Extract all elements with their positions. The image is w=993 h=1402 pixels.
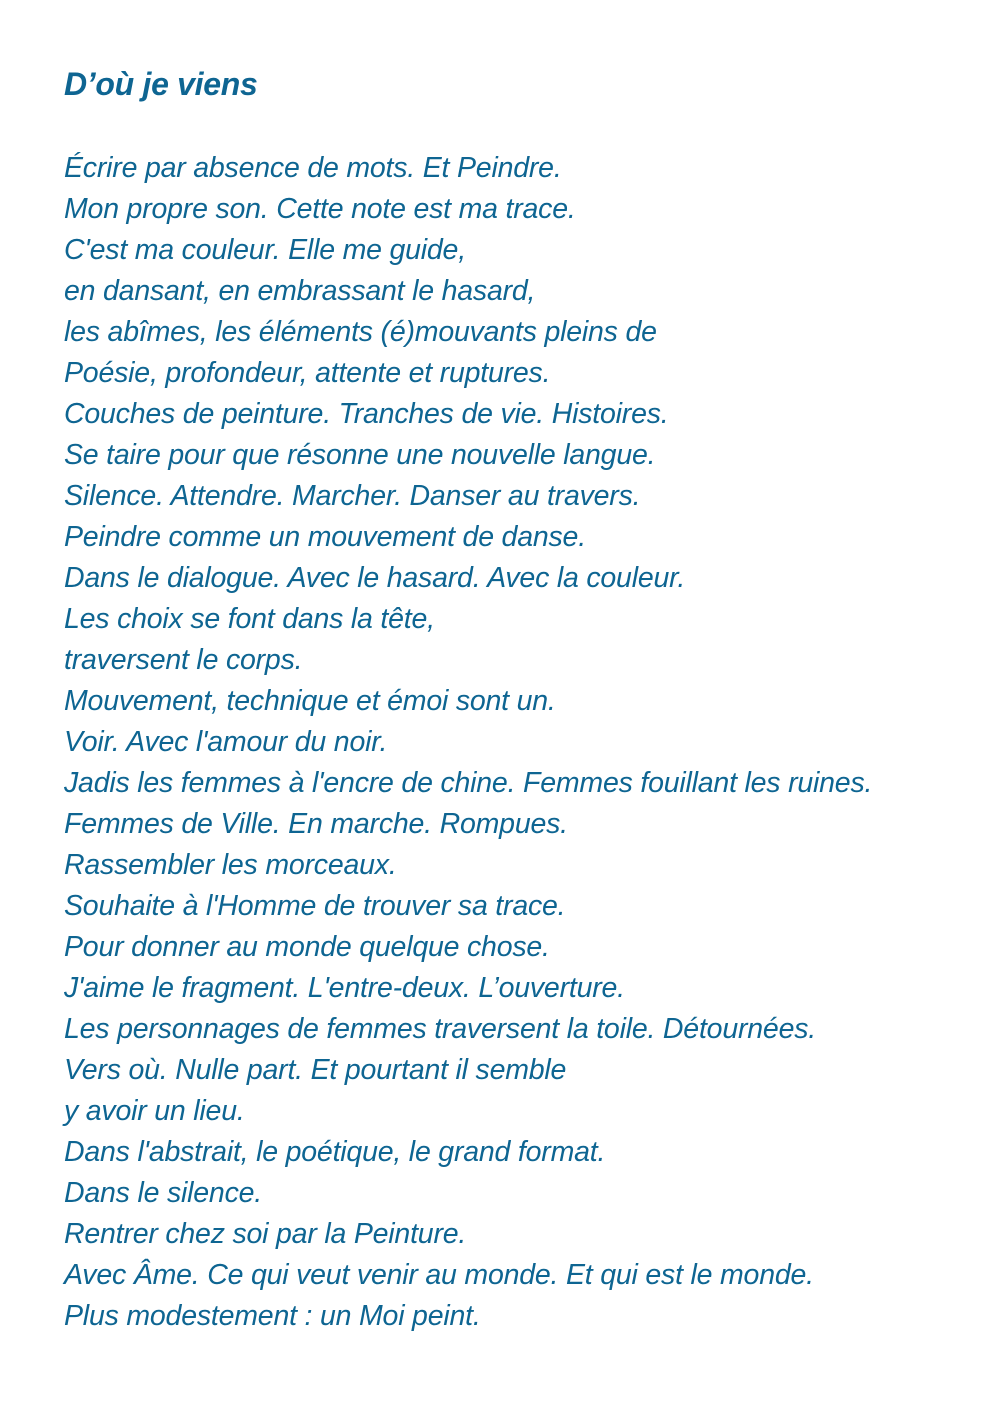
poem-line: Femmes de Ville. En marche. Rompues. xyxy=(64,808,568,840)
poem-line: Dans le dialogue. Avec le hasard. Avec la couleur. xyxy=(64,562,686,594)
poem-body xyxy=(64,148,964,1337)
poem-line: Couches de peinture. Tranches de vie. Histoires. xyxy=(64,398,669,430)
poem-line: Mouvement, technique et émoi sont un. xyxy=(64,685,556,717)
poem-line: Les choix se font dans la tête, xyxy=(64,603,435,635)
poem-line: Rassembler les morceaux. xyxy=(64,849,397,881)
poem-line: Plus modestement : un Moi peint. xyxy=(64,1300,481,1332)
poem-line: Se taire pour que résonne une nouvelle langue. xyxy=(64,439,656,471)
poem-line: Jadis les femmes à l'encre de chine. Femmes fouillant les ruines. xyxy=(64,767,873,799)
poem-line: Peindre comme un mouvement de danse. xyxy=(64,521,586,553)
poem-line: les abîmes, les éléments (é)mouvants pleins de xyxy=(64,316,657,348)
poem-line: C'est ma couleur. Elle me guide, xyxy=(64,234,466,266)
poem-page xyxy=(64,62,964,1337)
poem-title: D’où je viens xyxy=(64,66,258,102)
poem-line: Dans le silence. xyxy=(64,1177,262,1209)
poem-line: Les personnages de femmes traversent la toile. Détournées. xyxy=(64,1013,816,1045)
poem-line: Vers où. Nulle part. Et pourtant il semble xyxy=(64,1054,567,1086)
poem-line: Silence. Attendre. Marcher. Danser au travers. xyxy=(64,480,641,512)
poem-line: Avec Âme. Ce qui veut venir au monde. Et qui est le monde. xyxy=(64,1259,814,1291)
poem-line: Dans l'abstrait, le poétique, le grand format. xyxy=(64,1136,606,1168)
poem-line: Pour donner au monde quelque chose. xyxy=(64,931,550,963)
poem-line: y avoir un lieu. xyxy=(64,1095,245,1127)
poem-line: en dansant, en embrassant le hasard, xyxy=(64,275,536,307)
poem-line: Mon propre son. Cette note est ma trace. xyxy=(64,193,576,225)
poem-line: Rentrer chez soi par la Peinture. xyxy=(64,1218,467,1250)
poem-line: Voir. Avec l'amour du noir. xyxy=(64,726,388,758)
poem-line: J'aime le fragment. L'entre-deux. L’ouverture. xyxy=(64,972,625,1004)
poem-line: Écrire par absence de mots. Et Peindre. xyxy=(64,152,562,184)
poem-line: traversent le corps. xyxy=(64,644,303,676)
poem-line: Poésie, profondeur, attente et ruptures. xyxy=(64,357,551,389)
poem-line: Souhaite à l'Homme de trouver sa trace. xyxy=(64,890,566,922)
